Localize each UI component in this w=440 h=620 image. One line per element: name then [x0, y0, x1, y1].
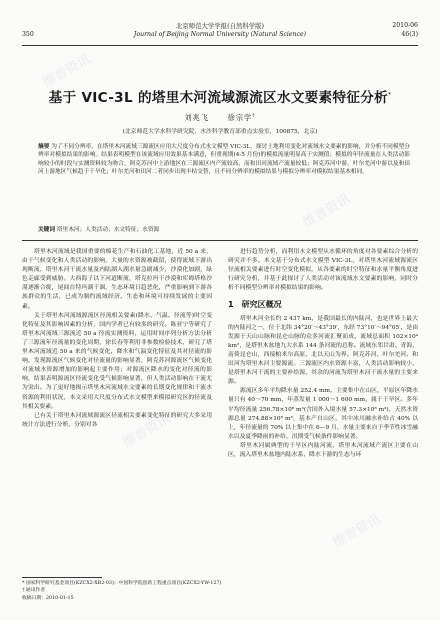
journal-title-cn: 北京师范大学学报(自然科学版)	[175, 22, 265, 30]
body-column-right	[228, 248, 418, 460]
article-title-text: 基于 VIC-3L 的塔里木河流域源流区水文要素特征分析	[48, 90, 389, 106]
watermark: 维普资讯	[120, 411, 174, 451]
journal-title-en: Journal of Beijing Normal University (Natural Science)	[133, 31, 307, 38]
keywords-text: 塔里木河；人类活动；水文特征；水资源	[56, 227, 160, 233]
abstract	[38, 143, 410, 177]
body-paragraph: 源流区多年平均降水量 252.4 mm，主要集中在山区，平原区年降水量只有 40～70 mm，年蒸发量 1 000～1 600 mm，属于干旱区。多年平均径流量 256.78×10⁸ m³(含国外入境水量 57.3×10⁸ m³)，天然水资源总量 274.88×10⁸ m³，基本产自山区，其中冰川融水补给占 40% 以上，年径流量的 70% 以上集中在 6—9 月，水量主要来自于季节性冰雪融水以及夏季降雨的补给，汛期受气候条件影响显著。	[228, 388, 418, 440]
body-paragraph: 塔里木河全长约 2 437 km，是我国最长的内陆河，也是世界上最大的内陆河之一，位于北纬 34°20′～43°39′，东经 73°10′～94°05′，是由发源于天山山脉和昆仑山脉的众多河流汇聚而成，流域总面积 102×10⁴ km²，是塔里木盆地九大水系 144 条河流的总称。流域东邻甘肃、青海，南倚昆仑山，西接帕米尔高原，北以天山为界。阿克苏河、叶尔羌河、和田河为塔里木河主要源流。三源流区内水资源丰富，人类活动影响较小，是塔里木河干流的主要补给源，其余的河流为塔里木河干流水量的主要来源。	[228, 315, 418, 386]
body-paragraph: 关于塔里木河流域源流区径流相关要素(降水、气温、径流等)时空变化特征及其影响因素的分析，国内学者已有较多的研究。陈亚宁等研究了塔里木河流域三源流近 50 a 径流实测资料，运用时间序列分析方法分析了三源流年径流量的变化周期，徐长春等利用非参数检验技术，研究了塔里木河流域近 50 a 来的气候变化，降水和气温变化特征及其对径流的影响，发现源流区气候变化对径流量的影响显著，阿克苏河源流区气候变化对流域水资源增加的影响起主要作用；对源流区降水的变化对径流的影响，结果表明源流区径流变化受气候影响显著，但人类活动影响在干流尤为突出。为了更好地揭示塔里木河流域水文要素的长期变化规律和干流水资源的利用状况，本文采用大尺度分布式水文模型来模拟研究区的径流及其相关要素。	[22, 312, 212, 410]
affiliation: (北京师范大学水科学研究院，水沙科学教育部重点实验室，100875，北京)	[122, 129, 318, 135]
watermark: 维普资讯	[300, 191, 354, 231]
abstract-label: 摘要	[38, 144, 50, 150]
body-paragraph: 已有关于塔里木河流域源流区径流相关要素变化特征的研究大多采用统计方法进行分析，分别对各	[22, 412, 212, 428]
watermark: 维普资讯	[40, 51, 94, 91]
corresponding-author-mark: †	[252, 113, 256, 119]
running-header	[22, 22, 418, 46]
footnote-funding: * 国家科学研究基金项目(KZCX2-XB2-03)；中国科学院创新工程重点项目(KZCX2-YW-127)	[22, 581, 222, 586]
body-paragraph: 塔里木河属典型的干旱区内陆河流，塔里木河流域产流区主要在山区，流入塔里木盆地内陆水系，降水下游的生态与环	[228, 442, 418, 458]
issue-date: 2010-06	[392, 22, 418, 29]
footnote-divider	[22, 577, 102, 578]
watermark: 维普资讯	[330, 511, 384, 551]
body-paragraph: 进行趋势分析，而利用水文模型从水循环的角度对各要素综合分析的研究并不多。本文基于分布式水文模型 VIC-3L，对塔里木河流域源流区径流相关要素进行时空变化模拟，从各要素的时空特征和水量平衡角度进行研究分析，并基于此探讨了人类活动对该流域水文要素的影响，同时分析不同模型分辨率对模拟结果的影响。	[228, 249, 418, 292]
body-paragraph: 塔里木河流域是我国重要的棉花生产和石油化工基地，近 50 a 来，由于气候变化和人类活动的影响，大量的水资源被截留，使得流域下游出现断流，塔里木河干流水量及内陆湖入湖水量急剧减少，沙漠化加剧，绿色走廊受到威胁。大西海子以下河道断流，塔克拉玛干沙漠和库姆塔格沙漠逐渐合拢，尾闾台特玛湖干涸，生态环境日趋恶化，严重影响到下游各族群众的生活，已成为制约流域经济、生态和环境可持续发展的主要因素。	[22, 249, 212, 310]
footnote-corresponding: † 通讯作者	[22, 588, 46, 594]
article-title	[22, 86, 418, 106]
header-divider	[22, 240, 418, 241]
body-column-left	[22, 248, 212, 430]
author-line	[0, 113, 440, 123]
title-footnote-mark: *	[388, 91, 392, 99]
keywords	[38, 226, 410, 234]
abstract-text: 为了不同分辨率，在塔里木河流域三源流区应用大尺度分布式水文模型 VIC-3L，探讨土地利用变化对流域水文要素的影响，并分析不同模型分辨率对模拟结果的影响。结果表明模型在该流域应用效果基本满意，但重现期(4-5 月份)的模拟流量明显高于实测值；模拟的年径流量在人类活动影响较小的时段与实测资料较为吻合。阿克苏河中上游地区在三源流区内产流较高，而和田河流域产流量较低；阿克苏河中游，叶尔羌河中游以及和田河上游地区气候趋于干旱化；叶尔羌河和田河二者同步出现丰枯交替，且不同分辨率的模拟结果与模拟分辨率对模拟结果基本相同。	[38, 144, 410, 176]
volume-issue: 46(3)	[401, 31, 418, 38]
footnote-received: 收稿日期：2010-01-15	[22, 595, 74, 601]
author-2: 徐宗学	[227, 113, 253, 122]
section-heading: 1 研究区概况	[228, 300, 282, 310]
author-1: 刘兆飞	[184, 113, 210, 122]
keywords-label: 关键词	[38, 227, 56, 233]
page-number: 350	[22, 31, 34, 38]
footnotes	[22, 580, 222, 602]
